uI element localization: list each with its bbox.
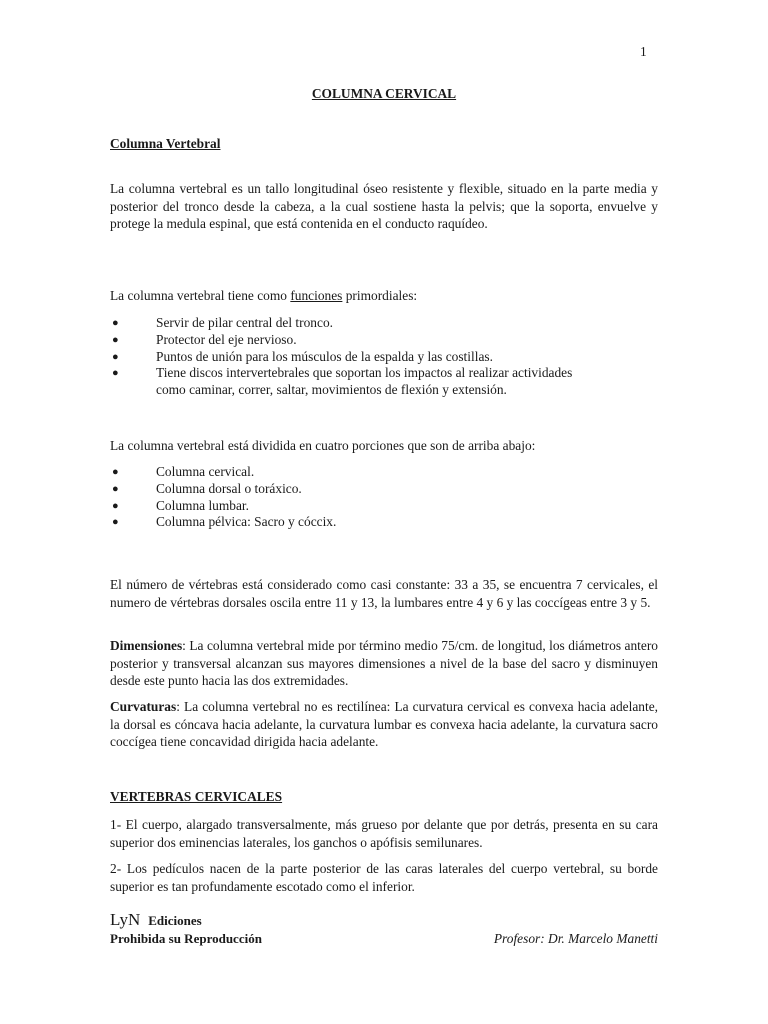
list-item: ● Puntos de unión para los músculos de la espalda y las costillas. <box>112 348 493 364</box>
list-item: ● Columna dorsal o toráxico. <box>112 480 302 496</box>
section-heading-vertebras-cervicales: VERTEBRAS CERVICALES <box>110 789 283 804</box>
footer-brand <box>110 910 202 930</box>
list-item: ● Servir de pilar central del tronco. <box>112 315 333 330</box>
list-item: ● Tiene discos intervertebrales que soportan los impactos al realizar actividades como caminar, correr, saltar, movimientos de flexión y extensión. <box>112 365 573 398</box>
paragraph-dimensiones: Dimensiones: La columna vertebral mide por término medio 75/cm. de longitud, los diámetros antero posterior y transversal alcanzan sus mayores dimensiones a nivel de la base del sacro y disminuyen desde este punto hacia las dos extremidades. <box>110 638 658 688</box>
bullet-icon: ● <box>112 317 119 329</box>
bullet-icon: ● <box>112 466 119 478</box>
brand-subtitle: Ediciones <box>148 913 202 928</box>
page-number: 1 <box>640 44 647 59</box>
paragraph-curvaturas: Curvaturas: La columna vertebral no es rectilínea: La curvatura cervical es convexa hacia adelante, la dorsal es cóncava hacia adelante, la curvatura lumbar es convexa hacia adelante, la curvatura sacro coccígea tiene concavidad dirigida hacia adelante. <box>110 699 658 749</box>
section-heading-columna-vertebral: Columna Vertebral <box>110 136 221 151</box>
brand-logo-text: LyN <box>110 910 141 929</box>
paragraph-functions-intro: La columna vertebral tiene como funciones primordiales: <box>110 288 418 303</box>
list-item: ● Columna cervical. <box>112 464 255 479</box>
document-title: COLUMNA CERVICAL <box>311 86 457 101</box>
paragraph-item-2: 2- Los pedículos nacen de la parte posterior de las caras laterales del cuerpo vertebral, su borde superior es tan profundamente escotado como el inferior. <box>110 861 658 894</box>
paragraph-item-1: 1- El cuerpo, alargado transversalmente, más grueso por delante que por detrás, presenta en su cara superior dos eminencias laterales, los ganchos o apófisis semilunares. <box>110 817 658 850</box>
bullet-icon: ● <box>112 499 119 512</box>
funciones-link-text: funciones <box>290 288 343 303</box>
paragraph-vertebra-count: El número de vértebras está considerado como casi constante: 33 a 35, se encuentra 7 cervicales, el numero de vértebras dorsales oscila entre 11 y 13, la lumbares entre 4 y 6 y las coccígeas entre 3 y 5. <box>110 577 658 610</box>
dimensiones-label: Dimensiones <box>110 638 183 653</box>
curvaturas-label: Curvaturas <box>110 699 177 714</box>
list-item: ● Columna pélvica: Sacro y cóccix. <box>112 514 337 530</box>
bullet-icon: ● <box>112 367 119 380</box>
portions-list <box>110 464 658 531</box>
paragraph-portions-intro: La columna vertebral está dividida en cuatro porciones que son de arriba abajo: <box>110 438 536 453</box>
bullet-icon: ● <box>112 482 119 495</box>
footer-author: Profesor: Dr. Marcelo Manetti <box>493 931 658 946</box>
functions-list <box>110 315 658 399</box>
bullet-icon: ● <box>112 516 119 529</box>
footer-notice: Prohibida su Reproducción <box>110 931 262 946</box>
list-item: ● Columna lumbar. <box>112 497 249 513</box>
paragraph-intro: La columna vertebral es un tallo longitudinal óseo resistente y flexible, situado en la parte media y posterior del tronco desde la cabeza, a la cual sostiene hasta la pelvis; que la soporta, envuelve y protege la medula espinal, que está contenida en el conducto raquídeo. <box>110 181 658 231</box>
bullet-icon: ● <box>112 333 119 346</box>
bullet-icon: ● <box>112 350 119 363</box>
list-item: ● Protector del eje nervioso. <box>112 331 297 347</box>
